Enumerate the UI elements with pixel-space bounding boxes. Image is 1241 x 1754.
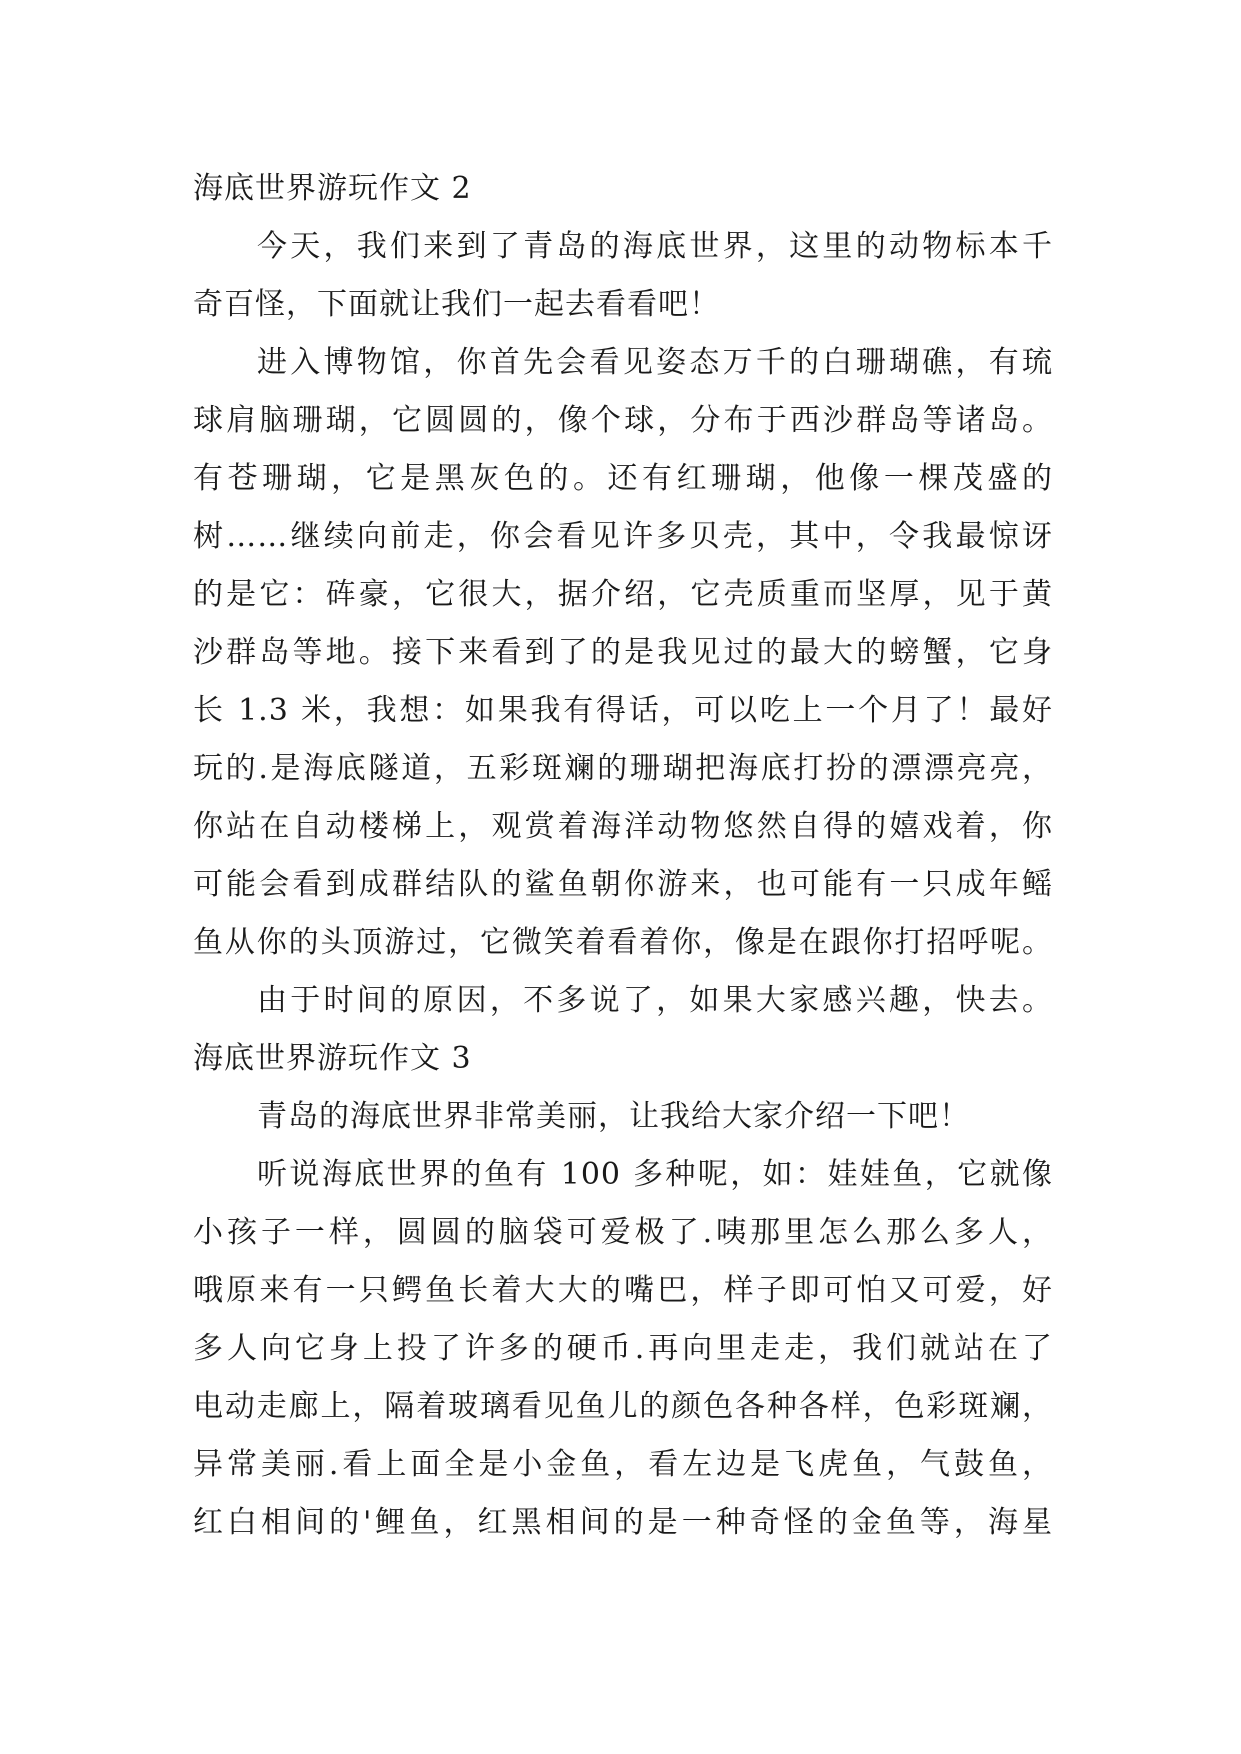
paragraph-line: 球肩脑珊瑚，它圆圆的，像个球，分布于西沙群岛等诸岛。	[193, 403, 1053, 438]
essay-body	[193, 160, 1053, 1552]
paragraph-line: 鱼从你的头顶游过，它微笑着看着你，像是在跟你打招呼呢。	[193, 925, 1053, 960]
paragraph-line: 进入博物馆，你首先会看见姿态万千的白珊瑚礁，有琉	[257, 345, 1053, 380]
paragraph-line: 电动走廊上，隔着玻璃看见鱼儿的颜色各种各样，色彩斑斓，	[193, 1389, 1053, 1424]
paragraph-line: 树……继续向前走，你会看见许多贝壳，其中，令我最惊讶	[193, 519, 1053, 554]
paragraph-line: 玩的.是海底隧道，五彩斑斓的珊瑚把海底打扮的漂漂亮亮，	[193, 751, 1053, 786]
paragraph-line: 奇百怪，下面就让我们一起去看看吧！	[193, 287, 720, 322]
paragraph-line: 异常美丽.看上面全是小金鱼，看左边是飞虎鱼，气鼓鱼，	[193, 1447, 1053, 1482]
section-title: 海底世界游玩作文 2	[193, 171, 472, 206]
paragraph-line: 有苍珊瑚，它是黑灰色的。还有红珊瑚，他像一棵茂盛的	[193, 461, 1053, 496]
paragraph-line: 沙群岛等地。接下来看到了的是我见过的最大的螃蟹，它身	[193, 635, 1053, 670]
paragraph-line: 小孩子一样，圆圆的脑袋可爱极了.咦那里怎么那么多人，	[193, 1215, 1053, 1250]
section-title: 海底世界游玩作文 3	[193, 1041, 472, 1076]
paragraph-line: 你站在自动楼梯上，观赏着海洋动物悠然自得的嬉戏着，你	[193, 809, 1053, 844]
paragraph-line: 的是它：砗豪，它很大，据介绍，它壳质重而坚厚，见于黄	[193, 577, 1053, 612]
paragraph-line: 红白相间的'鲤鱼，红黑相间的是一种奇怪的金鱼等，海星	[193, 1505, 1053, 1540]
paragraph-line: 可能会看到成群结队的鲨鱼朝你游来，也可能有一只成年鳐	[193, 867, 1053, 902]
paragraph-line: 由于时间的原因，不多说了，如果大家感兴趣，快去。	[257, 983, 1053, 1018]
paragraph-line: 多人向它身上投了许多的硬币.再向里走走，我们就站在了	[193, 1331, 1053, 1366]
paragraph-line: 青岛的海底世界非常美丽，让我给大家介绍一下吧！	[257, 1099, 970, 1134]
paragraph-line: 听说海底世界的鱼有 100 多种呢，如：娃娃鱼，它就像	[257, 1157, 1053, 1192]
paragraph-line: 长 1.3 米，我想：如果我有得话，可以吃上一个月了！最好	[193, 693, 1053, 728]
paragraph-line: 哦原来有一只鳄鱼长着大大的嘴巴，样子即可怕又可爱，好	[193, 1273, 1053, 1308]
paragraph-line: 今天，我们来到了青岛的海底世界，这里的动物标本千	[257, 229, 1053, 264]
